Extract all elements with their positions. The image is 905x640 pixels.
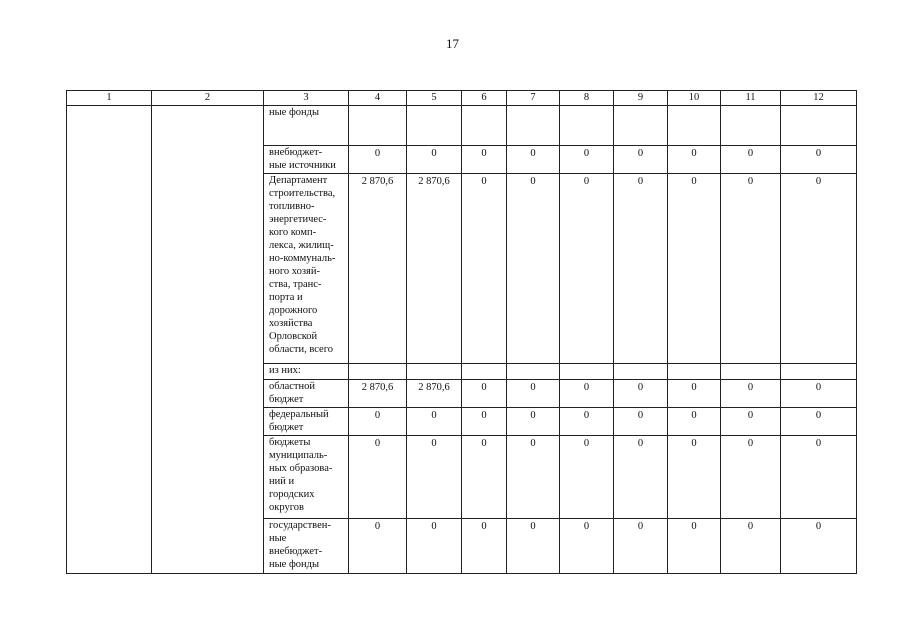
value-cell: [721, 364, 781, 380]
value-cell: 0: [507, 408, 560, 436]
value-cell: 0: [668, 436, 721, 519]
value-cell: 0: [349, 519, 407, 574]
value-cell: [349, 106, 407, 146]
value-cell: 0: [721, 408, 781, 436]
value-cell: 0: [507, 174, 560, 364]
row-label: областной бюджет: [264, 380, 349, 408]
value-cell: [560, 106, 614, 146]
value-cell: 0: [614, 436, 668, 519]
value-cell: [560, 364, 614, 380]
value-cell: 0: [507, 436, 560, 519]
value-cell: 0: [614, 174, 668, 364]
row-label: государствен- ные внебюджет- ные фонды: [264, 519, 349, 574]
value-cell: 0: [560, 408, 614, 436]
value-cell: [781, 364, 857, 380]
value-cell: 0: [668, 146, 721, 174]
value-cell: 0: [721, 519, 781, 574]
value-cell: 2 870,6: [407, 380, 462, 408]
value-cell: 0: [462, 146, 507, 174]
value-cell: 0: [614, 408, 668, 436]
value-cell: 0: [462, 436, 507, 519]
value-cell: 0: [668, 408, 721, 436]
row-label: Департамент строительства, топливно- энергетичес- кого комп- лекса, жилищ- но-коммуналь- ного хозяй- ства, транс- порта и дорожного хозяйства Орловской области, всего: [264, 174, 349, 364]
value-cell: 0: [781, 174, 857, 364]
value-cell: 0: [721, 146, 781, 174]
value-cell: 0: [349, 146, 407, 174]
column-header: 5: [407, 91, 462, 106]
value-cell: [507, 364, 560, 380]
column-header: 3: [264, 91, 349, 106]
value-cell: 0: [781, 380, 857, 408]
value-cell: [668, 106, 721, 146]
value-cell: 0: [560, 174, 614, 364]
value-cell: 0: [507, 519, 560, 574]
value-cell: [614, 106, 668, 146]
value-cell: 0: [560, 519, 614, 574]
value-cell: 0: [614, 146, 668, 174]
row-label: внебюджет- ные источники: [264, 146, 349, 174]
value-cell: 0: [721, 174, 781, 364]
column-header: 10: [668, 91, 721, 106]
value-cell: [462, 106, 507, 146]
value-cell: [781, 106, 857, 146]
value-cell: 0: [560, 380, 614, 408]
value-cell: [407, 106, 462, 146]
column-header: 2: [152, 91, 264, 106]
column-header: 9: [614, 91, 668, 106]
column-2-cell: [152, 106, 264, 574]
value-cell: 0: [462, 174, 507, 364]
value-cell: 0: [560, 146, 614, 174]
value-cell: 0: [407, 436, 462, 519]
value-cell: [407, 364, 462, 380]
value-cell: 0: [614, 380, 668, 408]
value-cell: 0: [462, 408, 507, 436]
value-cell: 0: [349, 408, 407, 436]
row-label: бюджеты муниципаль- ных образова- ний и городских округов: [264, 436, 349, 519]
value-cell: [507, 106, 560, 146]
value-cell: 0: [668, 380, 721, 408]
value-cell: 0: [462, 519, 507, 574]
value-cell: 0: [614, 519, 668, 574]
value-cell: 0: [349, 436, 407, 519]
row-label: ные фонды: [264, 106, 349, 146]
value-cell: 0: [462, 380, 507, 408]
value-cell: [668, 364, 721, 380]
value-cell: 0: [668, 174, 721, 364]
value-cell: [721, 106, 781, 146]
column-header: 12: [781, 91, 857, 106]
value-cell: 2 870,6: [349, 380, 407, 408]
column-number-row: [67, 91, 857, 106]
value-cell: 0: [781, 436, 857, 519]
row-label: федеральный бюджет: [264, 408, 349, 436]
table-row: [67, 106, 857, 146]
column-header: 8: [560, 91, 614, 106]
value-cell: [462, 364, 507, 380]
value-cell: 0: [407, 519, 462, 574]
value-cell: 0: [721, 380, 781, 408]
column-header: 1: [67, 91, 152, 106]
column-header: 11: [721, 91, 781, 106]
budget-table: [66, 90, 857, 574]
value-cell: 0: [407, 146, 462, 174]
value-cell: 2 870,6: [407, 174, 462, 364]
column-1-cell: [67, 106, 152, 574]
value-cell: 0: [407, 408, 462, 436]
row-label: из них:: [264, 364, 349, 380]
value-cell: 0: [507, 146, 560, 174]
value-cell: 2 870,6: [349, 174, 407, 364]
value-cell: 0: [781, 519, 857, 574]
value-cell: 0: [507, 380, 560, 408]
value-cell: 0: [560, 436, 614, 519]
value-cell: 0: [721, 436, 781, 519]
value-cell: 0: [781, 146, 857, 174]
value-cell: [349, 364, 407, 380]
value-cell: [614, 364, 668, 380]
column-header: 6: [462, 91, 507, 106]
column-header: 7: [507, 91, 560, 106]
value-cell: 0: [668, 519, 721, 574]
value-cell: 0: [781, 408, 857, 436]
page-number: 17: [446, 36, 459, 51]
column-header: 4: [349, 91, 407, 106]
